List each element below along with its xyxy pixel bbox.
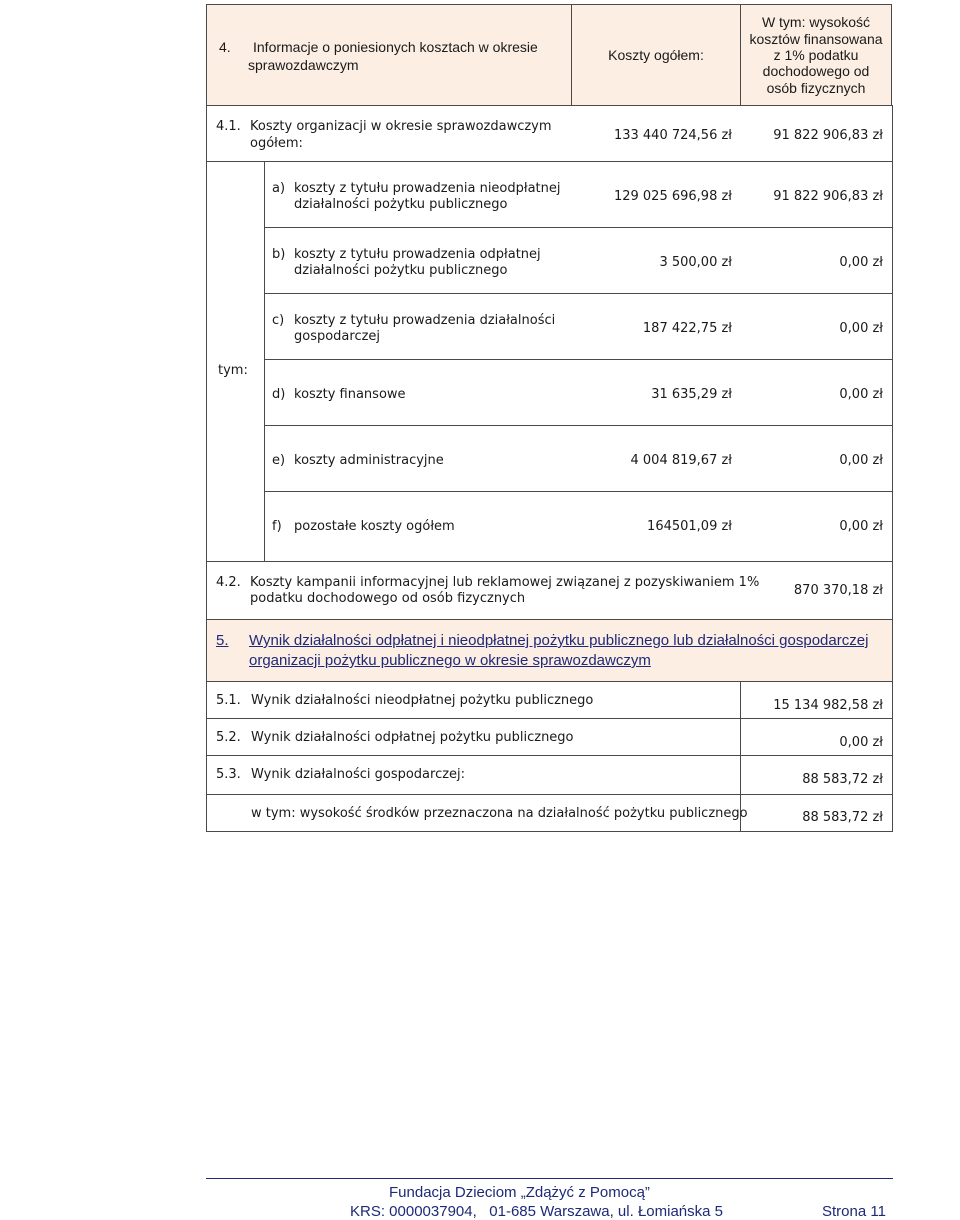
in-which-label: tym: (218, 363, 248, 378)
col-1pct-header-line3: z 1% podatku (773, 47, 859, 63)
section4-title-line1: Informacje o poniesionych kosztach w okresie (253, 39, 538, 55)
sub-row-a-1pct: 91 822 906,83 zł (773, 189, 883, 204)
sub-row-b-total: 3 500,00 zł (659, 255, 732, 270)
sub-row-f-1pct: 0,00 zł (839, 519, 883, 534)
sub-row-a-total: 129 025 696,98 zł (613, 189, 732, 204)
sub-row-e-total: 4 004 819,67 zł (630, 453, 732, 468)
row-5-3-number: 5.3. (216, 767, 241, 782)
col-1pct-header-line1: W tym: wysokość (761, 14, 871, 30)
row-4-2-label-line1: Koszty kampanii informacyjnej lub reklamowej związanej z pozyskiwaniem 1% (250, 575, 760, 590)
footer-page-number: Strona 11 (822, 1203, 886, 1220)
sub-row-a-line2: działalności pożytku publicznego (294, 197, 508, 212)
footer-divider (206, 1178, 893, 1179)
sub-row-b-line2: działalności pożytku publicznego (294, 263, 508, 278)
sub-row-c-letter: c) (272, 313, 285, 328)
sub-row-c-line2: gospodarczej (294, 329, 381, 344)
col-1pct-header-line4: dochodowego od (762, 63, 870, 79)
row-5-2-label: Wynik działalności odpłatnej pożytku publicznego (251, 730, 574, 745)
row-5-3-sub-value: 88 583,72 zł (802, 810, 883, 825)
row-4-1-number: 4.1. (216, 119, 241, 134)
row-5-3-value: 88 583,72 zł (802, 772, 883, 787)
row-4-1-1pct: 91 822 906,83 zł (773, 128, 883, 143)
row-5-3-sub-label: w tym: wysokość środków przeznaczona na działalność pożytku publicznego (251, 806, 748, 821)
sub-row-b-letter: b) (272, 247, 286, 262)
sub-row-d-total: 31 635,29 zł (651, 387, 732, 402)
col-total-header: Koszty ogółem: (608, 47, 704, 63)
sub-row-b-1pct: 0,00 zł (839, 255, 883, 270)
sub-row-c-total: 187 422,75 zł (642, 321, 732, 336)
row-5-3-label: Wynik działalności gospodarczej: (251, 767, 466, 782)
section5-number: 5. (216, 632, 229, 649)
row-5-2-number: 5.2. (216, 730, 241, 745)
col-1pct-header-line2: kosztów finansowana (749, 31, 883, 47)
row-4-2-label-line2: podatku dochodowego od osób fizycznych (250, 591, 526, 606)
sub-row-e-1pct: 0,00 zł (839, 453, 883, 468)
sub-row-a-line1: koszty z tytułu prowadzenia nieodpłatnej (294, 181, 561, 196)
row-4-1-label-line2: ogółem: (250, 136, 303, 151)
section5-title-line1: Wynik działalności odpłatnej i nieodpłatnej pożytku publicznego lub działalności gospodarczej (249, 632, 869, 649)
row-4-2-value: 870 370,18 zł (793, 583, 883, 598)
section5-title-line2: organizacji pożytku publicznego w okresie sprawozdawczym (249, 652, 651, 669)
footer-address: KRS: 0000037904, 01-685 Warszawa, ul. Łomiańska 5 (350, 1203, 723, 1220)
row-4-2-number: 4.2. (216, 575, 241, 590)
col-1pct-header-line5: osób fizycznych (766, 80, 866, 96)
row-4-1-total: 133 440 724,56 zł (613, 128, 732, 143)
sub-row-f-letter: f) (272, 519, 282, 534)
footer-org: Fundacja Dzieciom „Zdążyć z Pomocą” (389, 1184, 650, 1201)
sub-row-d-1pct: 0,00 zł (839, 387, 883, 402)
row-5-1-number: 5.1. (216, 693, 241, 708)
section4-number: 4. (219, 39, 231, 55)
sub-row-f-total: 164501,09 zł (647, 519, 732, 534)
sub-row-f-line1: pozostałe koszty ogółem (294, 519, 455, 534)
sub-row-d-letter: d) (272, 387, 286, 402)
sub-row-e-line1: koszty administracyjne (294, 453, 444, 468)
row-5-1-value: 15 134 982,58 zł (773, 698, 883, 713)
sub-row-c-1pct: 0,00 zł (839, 321, 883, 336)
sub-row-b-line1: koszty z tytułu prowadzenia odpłatnej (294, 247, 541, 262)
row-5-1-label: Wynik działalności nieodpłatnej pożytku publicznego (251, 693, 594, 708)
sub-row-a-letter: a) (272, 181, 286, 196)
sub-row-c-line1: koszty z tytułu prowadzenia działalności (294, 313, 556, 328)
sub-row-d-line1: koszty finansowe (294, 387, 406, 402)
section4-title-line2: sprawozdawczym (248, 57, 359, 73)
row-4-1-label-line1: Koszty organizacji w okresie sprawozdawczym (250, 119, 552, 134)
sub-row-e-letter: e) (272, 453, 286, 468)
row-5-2-value: 0,00 zł (839, 735, 883, 750)
